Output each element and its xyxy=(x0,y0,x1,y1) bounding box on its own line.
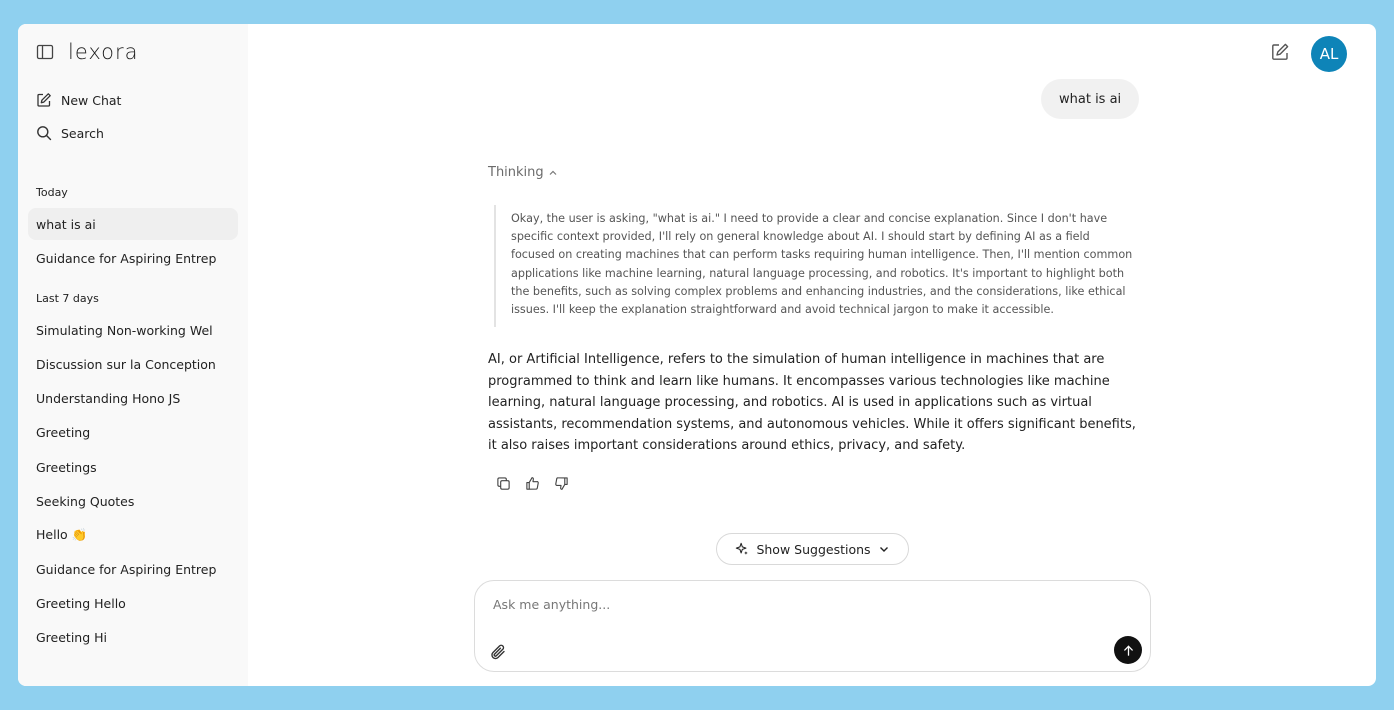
history-item[interactable]: what is ai xyxy=(28,208,238,240)
history-item[interactable]: Discussion sur la Conception xyxy=(36,356,216,372)
thinking-toggle[interactable] xyxy=(488,165,558,180)
thumbs-down-button[interactable] xyxy=(552,474,570,492)
section-label-last-7-days: Last 7 days xyxy=(36,292,99,305)
chevron-down-icon xyxy=(878,543,890,555)
history-item[interactable]: Greetings xyxy=(36,459,97,475)
history-item[interactable]: Greeting Hi xyxy=(36,629,108,645)
thumbs-up-button[interactable] xyxy=(523,474,541,492)
paperclip-icon[interactable] xyxy=(489,643,507,661)
show-suggestions-button[interactable] xyxy=(716,533,909,565)
new-chat-label: New Chat xyxy=(61,92,122,108)
history-item[interactable]: Seeking Quotes xyxy=(36,493,135,509)
search-button[interactable] xyxy=(36,125,104,141)
history-item[interactable]: Hello 👏 xyxy=(36,527,88,542)
user-message: what is ai xyxy=(1041,79,1139,119)
sidebar xyxy=(18,24,248,686)
search-label: Search xyxy=(61,125,104,141)
sidebar-toggle-icon[interactable] xyxy=(36,43,54,61)
message-composer xyxy=(474,580,1151,672)
new-chat-button[interactable] xyxy=(36,92,121,108)
app-window xyxy=(18,24,1376,686)
history-item[interactable]: Greeting xyxy=(36,424,91,440)
app-logo: lexora xyxy=(68,40,139,64)
thinking-label: Thinking xyxy=(488,165,544,180)
history-item[interactable]: Guidance for Aspiring Entrep xyxy=(36,250,217,266)
new-chat-icon[interactable] xyxy=(1270,42,1290,62)
assistant-answer: AI, or Artificial Intelligence, refers to the simulation of human intelligence in machines that are programmed to think and learn like humans. It encompasses various technologies like machine learning, natural language processing, and robotics. AI is used in applications such as virtual assistants, recommendation systems, and autonomous vehicles. While it offers significant benefits, it also raises important considerations around ethics, privacy, and safety. xyxy=(488,352,1136,454)
history-item[interactable]: Understanding Hono JS xyxy=(36,390,181,406)
thumbs-up-icon xyxy=(525,476,540,491)
new-chat-icon xyxy=(36,92,52,108)
logo-row xyxy=(36,40,139,64)
history-item[interactable]: Simulating Non-working Wel xyxy=(36,322,213,338)
arrow-up-icon xyxy=(1122,644,1135,657)
section-label-today: Today xyxy=(36,186,68,199)
show-suggestions-label: Show Suggestions xyxy=(756,541,871,557)
message-input[interactable] xyxy=(493,597,1093,612)
user-avatar[interactable]: AL xyxy=(1311,36,1347,72)
message-actions xyxy=(494,474,581,492)
copy-icon xyxy=(496,476,511,491)
history-item[interactable]: Guidance for Aspiring Entrep xyxy=(36,561,217,577)
thumbs-down-icon xyxy=(554,476,569,491)
sparkle-icon xyxy=(735,542,749,556)
history-item[interactable]: Greeting Hello xyxy=(36,595,126,611)
chevron-up-icon xyxy=(548,168,558,178)
copy-button[interactable] xyxy=(494,474,512,492)
search-icon xyxy=(36,125,52,141)
send-button[interactable] xyxy=(1114,636,1142,664)
thinking-content: Okay, the user is asking, "what is ai." I need to provide a clear and concise explanation. Since I don't have specific context provided, I'll rely on general knowledge about AI. I should start by defining AI as a field focused on creating machines that can perform tasks requiring human intelligence. Then, I'll mention common applications like machine learning, natural language processing, and robotics. It's important to highlight both the benefits, such as solving complex problems and enhancing industries, and the considerations, like ethical issues. I'll keep the explanation straightforward and avoid technical jargon to make it accessible. xyxy=(494,205,1134,327)
